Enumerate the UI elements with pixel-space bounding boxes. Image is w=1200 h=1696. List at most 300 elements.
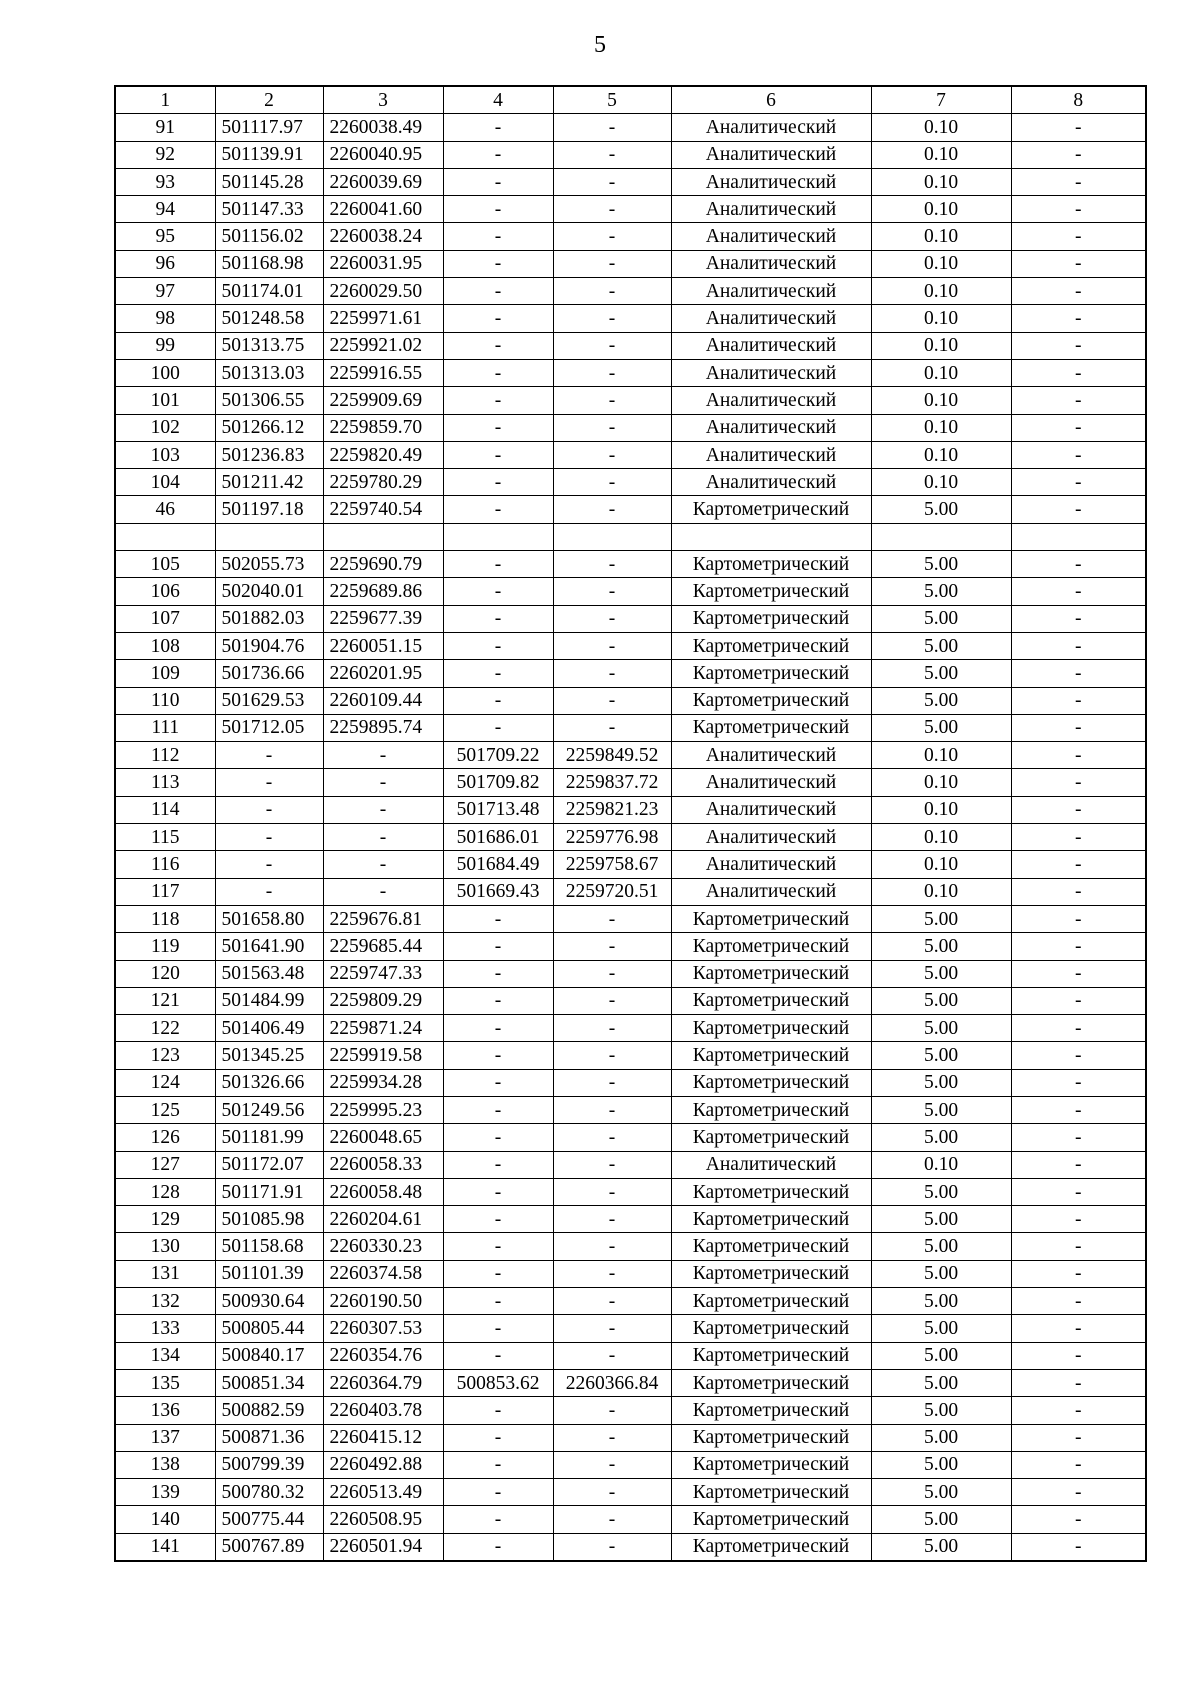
table-cell: - xyxy=(1011,578,1146,605)
table-cell: 2259685.44 xyxy=(323,933,443,960)
table-cell: 138 xyxy=(115,1451,215,1478)
table-cell: 501085.98 xyxy=(215,1206,323,1233)
table-cell: 2259776.98 xyxy=(553,824,671,851)
table-cell: Аналитический xyxy=(671,769,871,796)
table-cell: 2260513.49 xyxy=(323,1479,443,1506)
table-cell: - xyxy=(553,387,671,414)
column-header: 5 xyxy=(553,86,671,114)
table-cell: - xyxy=(553,1151,671,1178)
table-row xyxy=(115,250,1146,277)
table-cell: - xyxy=(1011,987,1146,1014)
table-cell: - xyxy=(1011,469,1146,496)
table-cell: 126 xyxy=(115,1124,215,1151)
table-cell: Картометрический xyxy=(671,1506,871,1533)
table-cell: - xyxy=(553,1315,671,1342)
table-cell: - xyxy=(443,987,553,1014)
table-cell: 123 xyxy=(115,1042,215,1069)
table-cell: - xyxy=(1011,1533,1146,1561)
table-cell: - xyxy=(1011,551,1146,578)
table-cell: 96 xyxy=(115,250,215,277)
table-cell: Картометрический xyxy=(671,933,871,960)
table-cell: 5.00 xyxy=(871,905,1011,932)
table-cell xyxy=(215,523,323,550)
table-cell: - xyxy=(1011,196,1146,223)
table-row xyxy=(115,196,1146,223)
table-cell: Картометрический xyxy=(671,987,871,1014)
table-cell: - xyxy=(1011,1479,1146,1506)
table-cell: 0.10 xyxy=(871,114,1011,141)
table-cell: 2259676.81 xyxy=(323,905,443,932)
table-cell: - xyxy=(553,933,671,960)
table-cell: - xyxy=(1011,1451,1146,1478)
table-cell: 5.00 xyxy=(871,1206,1011,1233)
table-cell: Аналитический xyxy=(671,878,871,905)
table-cell: 501168.98 xyxy=(215,250,323,277)
table-cell: - xyxy=(443,1260,553,1287)
table-cell: 111 xyxy=(115,714,215,741)
table-cell: 0.10 xyxy=(871,1151,1011,1178)
table-cell: 0.10 xyxy=(871,223,1011,250)
table-cell: 2259895.74 xyxy=(323,714,443,741)
table-cell: - xyxy=(443,1042,553,1069)
table-cell: - xyxy=(1011,168,1146,195)
table-cell: - xyxy=(443,1015,553,1042)
table-cell: 0.10 xyxy=(871,387,1011,414)
table-row xyxy=(115,578,1146,605)
table-cell: - xyxy=(443,1342,553,1369)
table-cell: 119 xyxy=(115,933,215,960)
table-cell: 501197.18 xyxy=(215,496,323,523)
column-header: 7 xyxy=(871,86,1011,114)
table-cell: 5.00 xyxy=(871,1315,1011,1342)
table-cell: 500799.39 xyxy=(215,1451,323,1478)
table-row xyxy=(115,1369,1146,1396)
table-cell: - xyxy=(553,332,671,359)
table-cell: - xyxy=(443,605,553,632)
table-row xyxy=(115,414,1146,441)
table-cell: 0.10 xyxy=(871,851,1011,878)
table-cell: - xyxy=(1011,141,1146,168)
table-cell: - xyxy=(443,223,553,250)
table-cell: - xyxy=(1011,960,1146,987)
table-cell: 2259837.72 xyxy=(553,769,671,796)
table-cell: 501139.91 xyxy=(215,141,323,168)
table-cell: - xyxy=(1011,851,1146,878)
table-cell: 2260029.50 xyxy=(323,278,443,305)
table-cell: 501882.03 xyxy=(215,605,323,632)
table-cell: - xyxy=(323,769,443,796)
table-cell: 137 xyxy=(115,1424,215,1451)
column-header: 4 xyxy=(443,86,553,114)
table-cell: 2260190.50 xyxy=(323,1288,443,1315)
table-cell: 501313.75 xyxy=(215,332,323,359)
table-cell: - xyxy=(553,714,671,741)
table-cell: 5.00 xyxy=(871,1288,1011,1315)
table-cell: - xyxy=(443,578,553,605)
table-cell: Картометрический xyxy=(671,687,871,714)
table-cell: 5.00 xyxy=(871,1233,1011,1260)
table-cell: - xyxy=(443,469,553,496)
table-cell: Аналитический xyxy=(671,168,871,195)
table-cell: 501684.49 xyxy=(443,851,553,878)
table-cell: 2259971.61 xyxy=(323,305,443,332)
table-cell: - xyxy=(1011,278,1146,305)
table-cell: 130 xyxy=(115,1233,215,1260)
table-cell: 0.10 xyxy=(871,168,1011,195)
table-cell: 5.00 xyxy=(871,987,1011,1014)
table-cell: 5.00 xyxy=(871,1506,1011,1533)
table-cell: 107 xyxy=(115,605,215,632)
table-cell: 0.10 xyxy=(871,878,1011,905)
table-cell: - xyxy=(553,1288,671,1315)
column-header: 6 xyxy=(671,86,871,114)
table-cell: 501117.97 xyxy=(215,114,323,141)
table-cell: - xyxy=(443,1233,553,1260)
table-cell: 46 xyxy=(115,496,215,523)
table-cell: - xyxy=(443,1096,553,1123)
table-cell: 92 xyxy=(115,141,215,168)
table-cell: - xyxy=(1011,796,1146,823)
table-cell: 2260201.95 xyxy=(323,660,443,687)
table-cell: 2260109.44 xyxy=(323,687,443,714)
table-cell: 501326.66 xyxy=(215,1069,323,1096)
table-cell: - xyxy=(1011,223,1146,250)
table-cell: - xyxy=(553,1124,671,1151)
table-cell: 5.00 xyxy=(871,687,1011,714)
table-cell: 127 xyxy=(115,1151,215,1178)
table-cell: 500930.64 xyxy=(215,1288,323,1315)
table-row xyxy=(115,905,1146,932)
table-cell: 2259689.86 xyxy=(323,578,443,605)
table-cell: - xyxy=(1011,441,1146,468)
table-cell: 501145.28 xyxy=(215,168,323,195)
table-cell: 5.00 xyxy=(871,578,1011,605)
table-cell: 141 xyxy=(115,1533,215,1561)
table-cell: - xyxy=(215,824,323,851)
table-cell: 501629.53 xyxy=(215,687,323,714)
table-cell: - xyxy=(443,632,553,659)
table-cell: 2260492.88 xyxy=(323,1451,443,1478)
table-cell: 106 xyxy=(115,578,215,605)
table-cell: - xyxy=(1011,305,1146,332)
table-cell: 5.00 xyxy=(871,1451,1011,1478)
table-cell: - xyxy=(323,878,443,905)
table-cell: 501563.48 xyxy=(215,960,323,987)
table-cell: Картометрический xyxy=(671,1315,871,1342)
table-cell xyxy=(115,523,215,550)
table-cell: - xyxy=(553,1397,671,1424)
table-cell: 97 xyxy=(115,278,215,305)
table-row xyxy=(115,960,1146,987)
table-cell: Аналитический xyxy=(671,441,871,468)
table-cell: 500767.89 xyxy=(215,1533,323,1561)
table-cell: - xyxy=(443,441,553,468)
table-cell: Картометрический xyxy=(671,1042,871,1069)
table-cell: 104 xyxy=(115,469,215,496)
table-cell: - xyxy=(443,933,553,960)
table-row xyxy=(115,551,1146,578)
table-cell: 2259871.24 xyxy=(323,1015,443,1042)
table-cell: - xyxy=(323,824,443,851)
table-cell: - xyxy=(553,551,671,578)
table-cell: 5.00 xyxy=(871,1397,1011,1424)
table-cell: - xyxy=(443,387,553,414)
table-row xyxy=(115,114,1146,141)
table-cell: - xyxy=(215,742,323,769)
table-cell: 2260403.78 xyxy=(323,1397,443,1424)
table-cell: - xyxy=(553,1533,671,1561)
table-cell: - xyxy=(1011,687,1146,714)
table-cell: 120 xyxy=(115,960,215,987)
table-cell: - xyxy=(443,1397,553,1424)
table-cell: Аналитический xyxy=(671,359,871,386)
table-cell: 500882.59 xyxy=(215,1397,323,1424)
table-cell: 2259677.39 xyxy=(323,605,443,632)
table-row xyxy=(115,1015,1146,1042)
table-cell: - xyxy=(553,414,671,441)
table-cell: - xyxy=(1011,632,1146,659)
table-cell: - xyxy=(1011,114,1146,141)
table-cell: 129 xyxy=(115,1206,215,1233)
table-cell: 2259690.79 xyxy=(323,551,443,578)
table-cell: - xyxy=(443,196,553,223)
table-cell: 501736.66 xyxy=(215,660,323,687)
table-cell: - xyxy=(553,1178,671,1205)
table-cell: - xyxy=(553,1206,671,1233)
table-cell: - xyxy=(553,1424,671,1451)
table-cell: 2260041.60 xyxy=(323,196,443,223)
table-cell: 2259758.67 xyxy=(553,851,671,878)
table-row xyxy=(115,1342,1146,1369)
table-cell: Картометрический xyxy=(671,1015,871,1042)
table-cell: 2259859.70 xyxy=(323,414,443,441)
table-cell: 501345.25 xyxy=(215,1042,323,1069)
table-row xyxy=(115,1206,1146,1233)
table-cell: 5.00 xyxy=(871,1479,1011,1506)
table-cell: Картометрический xyxy=(671,578,871,605)
table-cell: 5.00 xyxy=(871,1069,1011,1096)
table-cell: 2260048.65 xyxy=(323,1124,443,1151)
table-cell: 94 xyxy=(115,196,215,223)
table-cell: 501709.22 xyxy=(443,742,553,769)
table-cell: 121 xyxy=(115,987,215,1014)
table-cell: 2259720.51 xyxy=(553,878,671,905)
table-cell: 501709.82 xyxy=(443,769,553,796)
table-cell: 500780.32 xyxy=(215,1479,323,1506)
table-cell: - xyxy=(553,1042,671,1069)
table-cell: 501172.07 xyxy=(215,1151,323,1178)
table-cell: - xyxy=(553,1451,671,1478)
table-cell: Аналитический xyxy=(671,196,871,223)
table-cell: Картометрический xyxy=(671,1424,871,1451)
table-cell: 103 xyxy=(115,441,215,468)
table-row xyxy=(115,1151,1146,1178)
table-cell: 2259821.23 xyxy=(553,796,671,823)
table-cell xyxy=(443,523,553,550)
column-header: 3 xyxy=(323,86,443,114)
table-row xyxy=(115,1042,1146,1069)
table-cell: - xyxy=(553,441,671,468)
table-cell: - xyxy=(443,687,553,714)
table-cell: 2260415.12 xyxy=(323,1424,443,1451)
table-cell: 91 xyxy=(115,114,215,141)
table-row xyxy=(115,387,1146,414)
table-cell: Картометрический xyxy=(671,1233,871,1260)
table-cell: - xyxy=(1011,742,1146,769)
table-cell: 5.00 xyxy=(871,1124,1011,1151)
table-cell: 105 xyxy=(115,551,215,578)
table-cell: Картометрический xyxy=(671,1124,871,1151)
table-cell: - xyxy=(553,278,671,305)
table-cell: 0.10 xyxy=(871,250,1011,277)
table-cell: 134 xyxy=(115,1342,215,1369)
table-cell: 112 xyxy=(115,742,215,769)
table-cell: 114 xyxy=(115,796,215,823)
table-cell: Аналитический xyxy=(671,332,871,359)
table-cell: 501406.49 xyxy=(215,1015,323,1042)
table-row xyxy=(115,933,1146,960)
table-cell: 135 xyxy=(115,1369,215,1396)
table-cell: 2260051.15 xyxy=(323,632,443,659)
table-cell xyxy=(871,523,1011,550)
table-cell: - xyxy=(553,469,671,496)
table-cell: - xyxy=(443,1533,553,1561)
table-cell: - xyxy=(553,632,671,659)
table-row xyxy=(115,1397,1146,1424)
table-cell: 132 xyxy=(115,1288,215,1315)
table-cell: 2260330.23 xyxy=(323,1233,443,1260)
table-row xyxy=(115,305,1146,332)
table-cell: - xyxy=(1011,605,1146,632)
table-cell: - xyxy=(553,196,671,223)
table-cell: 5.00 xyxy=(871,660,1011,687)
table-cell: Аналитический xyxy=(671,414,871,441)
table-cell: - xyxy=(1011,1506,1146,1533)
table-row xyxy=(115,1479,1146,1506)
table-cell: 5.00 xyxy=(871,933,1011,960)
table-cell: 500851.34 xyxy=(215,1369,323,1396)
table-cell: - xyxy=(553,1069,671,1096)
table-cell: 95 xyxy=(115,223,215,250)
table-cell: 2260508.95 xyxy=(323,1506,443,1533)
table-cell: - xyxy=(553,1015,671,1042)
table-cell: 133 xyxy=(115,1315,215,1342)
table-cell: 500805.44 xyxy=(215,1315,323,1342)
table-cell: - xyxy=(443,141,553,168)
table-cell: 501211.42 xyxy=(215,469,323,496)
table-cell: Картометрический xyxy=(671,714,871,741)
table-cell: 2260364.79 xyxy=(323,1369,443,1396)
table-cell: 2260038.49 xyxy=(323,114,443,141)
table-row xyxy=(115,469,1146,496)
table-cell: 2260501.94 xyxy=(323,1533,443,1561)
table-row xyxy=(115,1178,1146,1205)
table-cell: 5.00 xyxy=(871,605,1011,632)
table-body xyxy=(115,114,1146,1561)
table-cell: - xyxy=(1011,1260,1146,1287)
table-cell: - xyxy=(323,851,443,878)
table-cell: - xyxy=(1011,332,1146,359)
table-cell: 501641.90 xyxy=(215,933,323,960)
table-row xyxy=(115,632,1146,659)
table-cell: Аналитический xyxy=(671,824,871,851)
table-row xyxy=(115,332,1146,359)
table-cell: - xyxy=(553,1260,671,1287)
table-cell: 0.10 xyxy=(871,414,1011,441)
table-cell: - xyxy=(1011,1315,1146,1342)
column-header: 8 xyxy=(1011,86,1146,114)
table-cell: 2260040.95 xyxy=(323,141,443,168)
table-cell: - xyxy=(553,168,671,195)
table-cell: 0.10 xyxy=(871,359,1011,386)
table-cell: 2259740.54 xyxy=(323,496,443,523)
table-cell: 501236.83 xyxy=(215,441,323,468)
table-cell: - xyxy=(443,414,553,441)
table-cell: 501174.01 xyxy=(215,278,323,305)
table-cell: 2259909.69 xyxy=(323,387,443,414)
table-row xyxy=(115,359,1146,386)
table-cell: - xyxy=(443,1124,553,1151)
table-cell: Картометрический xyxy=(671,1069,871,1096)
table-cell: - xyxy=(443,1206,553,1233)
table-cell: - xyxy=(553,578,671,605)
table-row xyxy=(115,878,1146,905)
table-cell: - xyxy=(443,359,553,386)
table-cell: 2259934.28 xyxy=(323,1069,443,1096)
table-cell: 2259747.33 xyxy=(323,960,443,987)
table-cell: - xyxy=(443,1151,553,1178)
table-cell: Картометрический xyxy=(671,1342,871,1369)
table-cell: - xyxy=(1011,387,1146,414)
table-cell: 113 xyxy=(115,769,215,796)
table-cell: - xyxy=(215,769,323,796)
table-cell: 5.00 xyxy=(871,1178,1011,1205)
table-cell: 102 xyxy=(115,414,215,441)
table-cell: - xyxy=(553,687,671,714)
table-cell: Аналитический xyxy=(671,1151,871,1178)
table-cell: 2259919.58 xyxy=(323,1042,443,1069)
table-cell: - xyxy=(1011,1288,1146,1315)
table-cell: 2259916.55 xyxy=(323,359,443,386)
table-cell: 501156.02 xyxy=(215,223,323,250)
table-cell: Картометрический xyxy=(671,1178,871,1205)
table-cell: - xyxy=(1011,1342,1146,1369)
table-cell: - xyxy=(1011,714,1146,741)
table-cell: Картометрический xyxy=(671,1206,871,1233)
table-cell: 0.10 xyxy=(871,305,1011,332)
table-cell: - xyxy=(443,1424,553,1451)
table-cell: 93 xyxy=(115,168,215,195)
table-cell: 5.00 xyxy=(871,960,1011,987)
table-cell: Картометрический xyxy=(671,960,871,987)
table-cell: 128 xyxy=(115,1178,215,1205)
table-cell: 5.00 xyxy=(871,1096,1011,1123)
table-cell: 5.00 xyxy=(871,1533,1011,1561)
table-cell: - xyxy=(553,114,671,141)
table-cell: 500853.62 xyxy=(443,1369,553,1396)
table-row xyxy=(115,660,1146,687)
table-cell: Аналитический xyxy=(671,223,871,250)
table-cell: - xyxy=(553,1506,671,1533)
table-cell: - xyxy=(443,250,553,277)
table-cell: - xyxy=(553,605,671,632)
table-cell: 502040.01 xyxy=(215,578,323,605)
table-cell: - xyxy=(1011,1233,1146,1260)
header-row xyxy=(115,86,1146,114)
table-row xyxy=(115,687,1146,714)
table-row xyxy=(115,141,1146,168)
table-cell: - xyxy=(553,250,671,277)
